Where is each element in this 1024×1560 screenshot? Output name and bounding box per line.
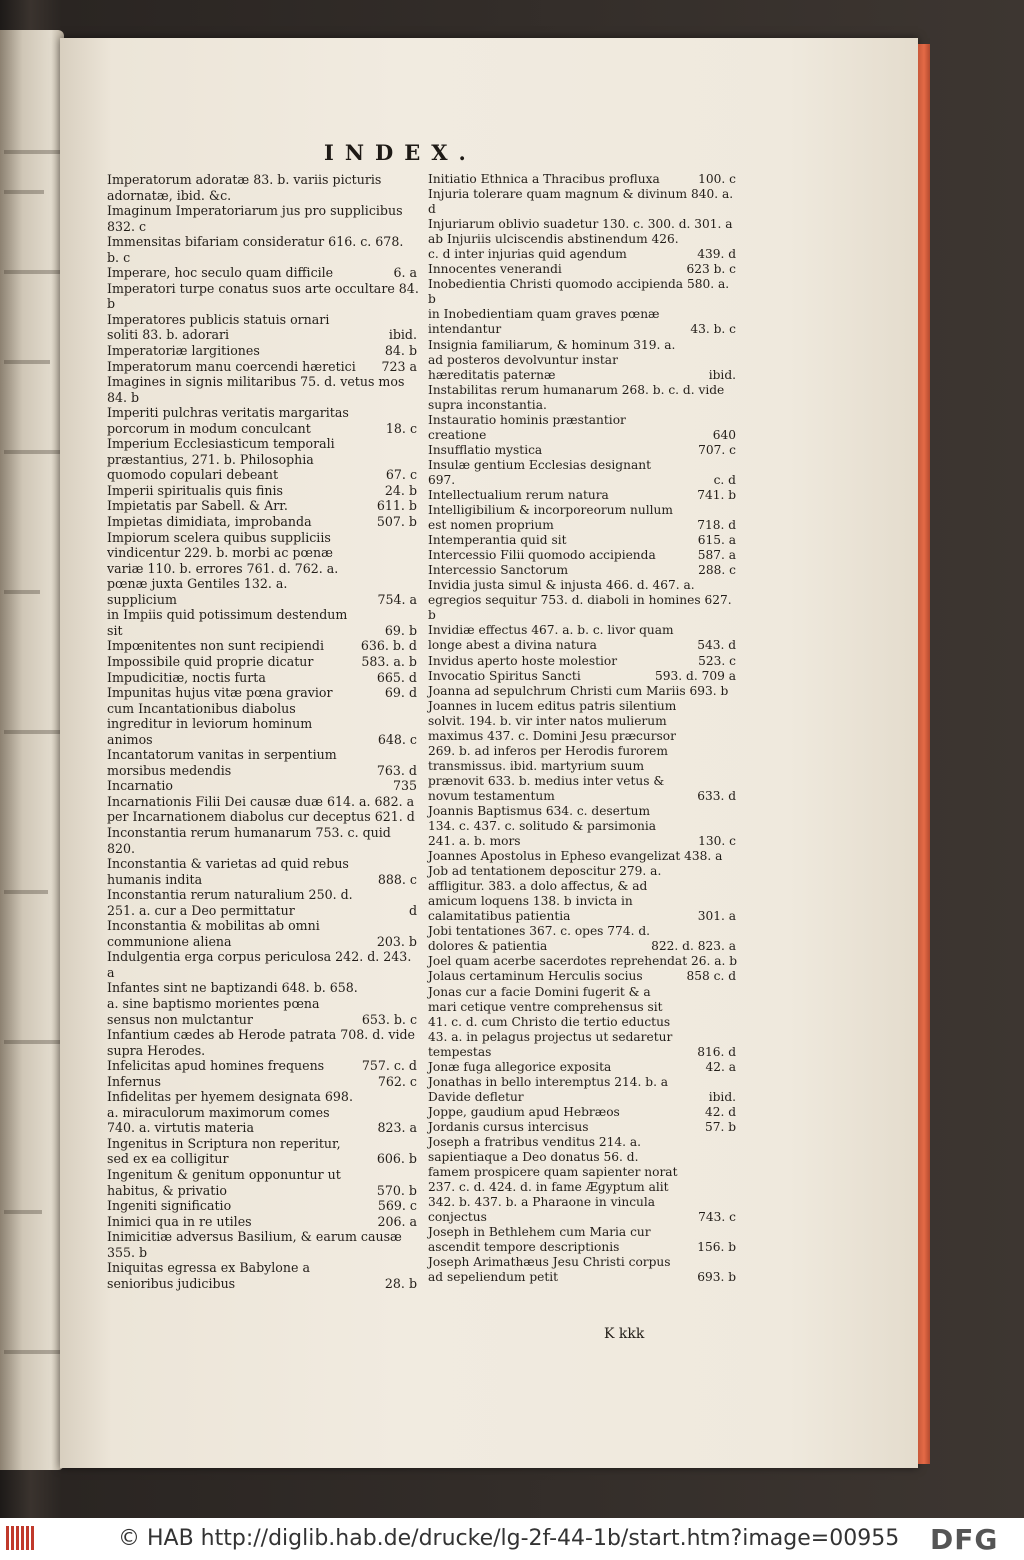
index-entry xyxy=(107,670,419,686)
index-entry-ref: 69. d xyxy=(384,685,417,701)
index-entry-text: Joseph Arimathæus Jesu Christi corpus ad sepeliendum petit xyxy=(428,1255,671,1285)
index-entry-text: Injuriarum oblivio suadetur 130. c. 300. d. 301. a xyxy=(428,217,733,232)
index-entry xyxy=(428,488,738,503)
index-entry-text: Insignia familiarum, & hominum 319. a. ad posteros devolvuntur instar hæreditatis paternæ xyxy=(428,337,676,382)
index-entry xyxy=(107,887,419,918)
index-entry-text: Infantium cædes ab Herode patrata 708. d. vide supra Herodes. xyxy=(107,1027,416,1058)
index-entry-ref: 888. c xyxy=(377,871,417,887)
index-entry xyxy=(107,234,419,265)
index-entry-text: Inconstantia & mobilitas ab omni communione aliena xyxy=(107,918,320,949)
index-entry-text: Inimicitiæ adversus Basilium, & earum causæ 355. b xyxy=(107,1229,402,1260)
index-entry-text: Infernus xyxy=(107,1073,161,1089)
index-entry-text: Intelligibilium & incorporeorum nullum est nomen proprium xyxy=(428,503,673,533)
index-entry-text: Imperii spiritualis quis finis xyxy=(107,482,283,498)
index-entry xyxy=(428,669,738,684)
index-entry-text: Jonathas in bello interemptus 214. b. a Davide defletur xyxy=(428,1074,669,1104)
index-entry-ref: 570. b xyxy=(376,1182,417,1198)
index-entry-text: Impossibile quid proprie dicatur xyxy=(107,653,314,669)
index-entry-text: Ingenitus in Scriptura non reperitur, sed ex ea colligitur xyxy=(107,1135,341,1167)
index-entry xyxy=(107,530,419,608)
index-entry-text: Intercessio Sanctorum xyxy=(428,563,569,578)
index-entry-ref: 57. b xyxy=(704,1119,736,1134)
index-entry-ref: 757. c. d xyxy=(361,1058,417,1074)
index-entry-text: Intemperantia quid sit xyxy=(428,533,567,548)
index-entry xyxy=(428,924,738,954)
index-entry-text: Impœnitentes non sunt recipiendi xyxy=(107,638,325,654)
index-entry xyxy=(107,1058,419,1074)
index-entry xyxy=(428,217,738,232)
index-entry xyxy=(107,172,419,203)
index-entry xyxy=(107,483,419,499)
index-entry-ref: 718. d xyxy=(697,518,736,533)
index-entry-ref: 743. c xyxy=(698,1210,736,1225)
index-entry xyxy=(428,172,738,187)
index-entry xyxy=(107,747,419,778)
index-entry-text: Invidia justa simul & injusta 466. d. 467. a. egregios sequitur 753. d. diaboli in homines 627. b xyxy=(428,578,732,623)
index-entry xyxy=(107,856,419,887)
index-entry xyxy=(107,918,419,949)
index-entry xyxy=(107,1089,419,1136)
index-entry xyxy=(107,1198,419,1214)
index-entry-ref: 763. d xyxy=(376,762,417,778)
index-entry-ref: 623 b. c xyxy=(686,262,736,277)
index-entry-text: cum Incantationibus diabolus ingreditur in leviorum hominum animos xyxy=(107,700,313,747)
index-entry-ref: 206. a xyxy=(377,1213,417,1229)
index-entry-text: Jolaus certaminum Herculis socius xyxy=(428,969,643,984)
index-entry xyxy=(428,548,738,563)
index-entry xyxy=(107,405,419,436)
index-entry-ref: 156. b xyxy=(697,1240,736,1255)
index-entry-ref: 593. d. 709 a xyxy=(655,668,736,683)
index-entry xyxy=(107,809,419,825)
index-entry-text: Intercessio Filii quomodo accipienda xyxy=(428,548,656,563)
index-entry-text: Jonæ fuga allegorice exposita xyxy=(428,1059,612,1074)
index-entry-text: Infantes sint ne baptizandi 648. b. 658. a. sine baptismo morientes pœna sensus non mulctantur xyxy=(107,980,358,1027)
index-entry xyxy=(107,1027,419,1058)
index-entry-ref: 67. c xyxy=(385,467,417,483)
index-entry xyxy=(107,1167,419,1198)
index-entry xyxy=(428,954,738,969)
index-entry xyxy=(428,578,738,623)
index-entry-ref: 301. a xyxy=(697,909,736,924)
index-entry-ref: 707. c xyxy=(698,442,736,457)
page-red-edge xyxy=(918,44,930,1464)
index-entry-ref: ibid. xyxy=(708,1089,736,1104)
index-entry-ref: 24. b xyxy=(384,482,417,498)
index-entry-text: Impietatis par Sabell. & Arr. xyxy=(107,498,288,514)
index-entry xyxy=(107,374,419,405)
index-entry-ref: 611. b xyxy=(376,498,417,514)
index-entry-text: Inconstantia rerum humanarum 753. c. quid 820. xyxy=(107,824,391,856)
dfg-logo: DFG xyxy=(930,1523,999,1556)
index-entry-ref: 43. b. c xyxy=(690,322,736,337)
index-entry-text: Impietas dimidiata, improbanda xyxy=(107,514,312,530)
index-entry xyxy=(428,413,738,443)
index-entry-ref: 18. c xyxy=(385,420,417,436)
index-entry xyxy=(107,654,419,670)
index-entry-ref: 84. b xyxy=(384,343,417,359)
index-entry xyxy=(428,232,738,262)
index-entry xyxy=(428,307,738,337)
index-entry-ref: 439. d xyxy=(697,247,736,262)
index-entry-text: Instauratio hominis præstantior creatione xyxy=(428,412,626,442)
index-entry-text: Incarnationis Filii Dei causæ duæ 614. a. 682. a xyxy=(107,793,415,809)
index-entry-text: Instabilitas rerum humanarum 268. b. c. d. vide supra inconstantia. xyxy=(428,382,725,412)
index-entry xyxy=(107,794,419,810)
index-entry xyxy=(428,503,738,533)
index-entry xyxy=(428,1120,738,1135)
index-entry-text: Infidelitas per hyemem designata 698. a. miraculorum maximorum comes 740. a. virtutis materia xyxy=(107,1089,353,1136)
index-entry-text: Jobi tentationes 367. c. opes 774. d. dolores & patientia xyxy=(428,924,650,954)
index-entry-text: Jonas cur a facie Domini fugerit & a mari cetique ventre comprehensus sit 41. c. d. cum Christo die tertio eductus 43. a. in pelagus projectus ut sedaretur tempestas xyxy=(428,984,673,1059)
index-entry-text: Ingeniti significatio xyxy=(107,1198,232,1214)
index-entry xyxy=(107,778,419,794)
index-entry-text: Joannes in lucem editus patris silentium solvit. 194. b. vir inter natos mulierum maximus 437. c. Domini Jesu præcursor 269. b. ad inferos per Herodis furorem transmissus. ibid. martyrium suum prænovit 633. b. medius inter vetus & novum testamentum xyxy=(428,698,677,803)
index-entry-ref: 735 xyxy=(392,778,417,794)
index-entry-text: Intellectualium rerum natura xyxy=(428,487,609,502)
index-entry xyxy=(107,436,419,483)
index-entry-ref: 569. c xyxy=(377,1198,417,1214)
index-entry xyxy=(107,359,419,375)
index-entry-text: Joppe, gaudium apud Hebræos xyxy=(428,1104,620,1119)
index-entry xyxy=(428,623,738,653)
index-entry xyxy=(107,498,419,514)
index-entry-ref: c. d xyxy=(713,472,736,487)
index-entry-text: Impunitas hujus vitæ pœna gravior xyxy=(107,685,333,701)
index-entry xyxy=(107,825,419,856)
index-entry-ref: 823. a xyxy=(377,1120,417,1136)
index-entry xyxy=(107,281,419,312)
index-column-left xyxy=(107,172,419,1291)
index-entry-text: Ingenitum & genitum opponuntur ut habitus, & privatio xyxy=(107,1167,341,1198)
index-entry-text: Joannes Apostolus in Epheso evangelizat 438. a xyxy=(428,849,723,864)
index-entry xyxy=(107,312,419,343)
index-entry-ref: 754. a xyxy=(377,591,417,607)
index-entry xyxy=(428,684,738,699)
index-entry-text: Inconstantia rerum naturalium 250. d. 251. a. cur a Deo permittatur xyxy=(107,887,353,918)
index-entry-text: Iniquitas egressa ex Babylone a senioribus judicibus xyxy=(107,1260,310,1291)
index-entry xyxy=(428,187,738,217)
index-entry-ref: ibid. xyxy=(708,367,736,382)
index-entry-text: Imperiti pulchras veritatis margaritas porcorum in modum conculcant xyxy=(107,405,349,436)
index-entry-text: Imperatoriæ largitiones xyxy=(107,343,260,359)
index-entry-text: Inobedientia Christi quomodo accipienda 580. a. b xyxy=(428,277,730,307)
index-entry-ref: 203. b xyxy=(376,933,417,949)
index-entry xyxy=(428,1255,738,1285)
index-entry-ref: 858 c. d xyxy=(686,969,736,984)
index-entry-text: Imaginum Imperatoriarum jus pro supplicibus 832. c xyxy=(107,203,403,234)
index-entry xyxy=(107,343,419,359)
index-entry-text: Insufflatio mystica xyxy=(428,442,543,457)
footer-bar xyxy=(0,1518,1024,1560)
index-entry-text: Infelicitas apud homines frequens xyxy=(107,1058,325,1074)
index-entry xyxy=(107,1214,419,1230)
index-entry xyxy=(107,1229,419,1260)
index-entry-text: Immensitas bifariam consideratur 616. c. 678. b. c xyxy=(107,234,404,265)
index-entry-text: Invocatio Spiritus Sancti xyxy=(428,668,581,683)
index-entry-ref: 653. b. c xyxy=(361,1011,417,1027)
index-entry-text: Incantatorum vanitas in serpentium morsibus medendis xyxy=(107,747,337,778)
index-entry xyxy=(428,443,738,458)
index-entry xyxy=(428,383,738,413)
index-entry-ref: 6. a xyxy=(393,265,417,281)
index-entry-text: Imagines in signis militaribus 75. d. vetus mos 84. b xyxy=(107,374,405,405)
index-entry-ref: 606. b xyxy=(376,1151,417,1167)
index-entry-text: Inconstantia & varietas ad quid rebus humanis indita xyxy=(107,856,349,887)
index-entry xyxy=(428,969,738,984)
index-entry xyxy=(428,277,738,307)
index-entry xyxy=(428,563,738,578)
index-entry-ref: 28. b xyxy=(384,1275,417,1291)
index-entry-ref: 723 a xyxy=(381,358,417,374)
index-entry-text: Insulæ gentium Ecclesias designant 697. xyxy=(428,457,651,487)
index-entry-text: Impiorum scelera quibus suppliciis vindicentur 229. b. morbi ac pœnæ variæ 110. b. errores 761. d. 762. a. pœnæ juxta Gentiles 132. a. supplicium xyxy=(107,529,339,607)
adjacent-page-edge xyxy=(0,30,64,1470)
index-entry-ref: 288. c xyxy=(698,563,736,578)
index-entry-ref: 42. d xyxy=(704,1104,736,1119)
index-entry-text: Innocentes venerandi xyxy=(428,262,562,277)
index-entry-ref: 523. c xyxy=(698,653,736,668)
index-entry-ref: 640 xyxy=(712,427,736,442)
index-entry-text: Imperatores publicis statuis ornari soliti 83. b. adorari xyxy=(107,311,330,343)
index-entry-ref: 130. c xyxy=(698,834,736,849)
index-entry xyxy=(428,699,738,804)
index-entry xyxy=(428,864,738,924)
index-entry-ref: d xyxy=(408,902,417,918)
index-entry-text: Inimici qua in re utiles xyxy=(107,1213,252,1229)
index-entry xyxy=(107,1074,419,1090)
index-entry-ref: 583. a. b xyxy=(361,653,417,669)
index-entry-text: Joanna ad sepulchrum Christi cum Mariis 693. b xyxy=(428,683,729,698)
index-entry xyxy=(428,1225,738,1255)
index-entry xyxy=(107,949,419,980)
index-entry xyxy=(428,262,738,277)
index-entry-ref: 100. c xyxy=(698,172,736,186)
index-entry-text: Imperare, hoc seculo quam difficile xyxy=(107,265,334,281)
index-entry-text: Imperatorum adoratæ 83. b. variis picturis adornatæ, ibid. &c. xyxy=(107,172,382,203)
index-entry-text: Imperatori turpe conatus suos arte occultare 84. b xyxy=(107,280,419,312)
index-entry xyxy=(107,514,419,530)
index-entry-ref: 636. b. d xyxy=(360,638,417,654)
index-entry-text: in Impiis quid potissimum destendum sit xyxy=(107,607,348,638)
index-entry xyxy=(428,1075,738,1105)
index-column-right xyxy=(428,172,738,1285)
index-entry-text: in Inobedientiam quam graves pœnæ intendantur xyxy=(428,307,660,337)
index-entry-text: Joseph in Bethlehem cum Maria cur ascendit tempore descriptionis xyxy=(428,1225,651,1255)
index-entry-ref: 543. d xyxy=(697,638,736,653)
index-entry-ref: 816. d xyxy=(697,1044,736,1059)
index-entry xyxy=(428,1105,738,1120)
index-entry-text: Joannis Baptismus 634. c. desertum 134. c. 437. c. solitudo & parsimonia 241. a. b. mors xyxy=(428,803,656,849)
index-entry-text: Incarnatio xyxy=(107,778,173,794)
index-entry xyxy=(107,701,419,748)
index-entry-text: Injuria tolerare quam magnum & divinum 840. a. d xyxy=(428,187,734,217)
page-header: INDEX. xyxy=(324,140,477,165)
index-entry-ref: 665. d xyxy=(376,669,417,685)
index-entry-ref: 648. c xyxy=(377,731,417,747)
index-entry-text: Joseph a fratribus venditus 214. a. sapientiaque a Deo donatus 56. d. famem prospicere quam sapienter norat 237. c. d. 424. d. in fame Ægyptum alit 342. b. 437. b. a Pharaone in vincula conjectus xyxy=(428,1135,678,1225)
signature-mark: K kkk xyxy=(604,1326,645,1342)
index-entry xyxy=(428,533,738,548)
index-entry-text: per Incarnationem diabolus cur deceptus 621. d xyxy=(107,809,415,825)
index-entry-ref: 587. a xyxy=(697,548,736,563)
index-entry-ref: ibid. xyxy=(388,327,417,343)
index-entry xyxy=(428,849,738,864)
index-entry xyxy=(107,1260,419,1291)
index-entry-text: Joel quam acerbe sacerdotes reprehendat 26. a. b xyxy=(428,954,738,969)
index-entry-text: Invidus aperto hoste molestior xyxy=(428,653,618,668)
index-entry-text: ab Injuriis ulciscendis abstinendum 426. c. d inter injurias quid agendum xyxy=(428,232,679,262)
index-entry-text: Indulgentia erga corpus periculosa 242. d. 243. a xyxy=(107,949,412,980)
index-entry-text: Invidiæ effectus 467. a. b. c. livor quam longe abest a divina natura xyxy=(428,623,674,653)
index-entry xyxy=(107,980,419,1027)
index-entry-ref: 42. a xyxy=(705,1059,736,1074)
index-entry xyxy=(428,1135,738,1225)
index-entry xyxy=(428,1060,738,1075)
index-entry-ref: 693. b xyxy=(697,1270,736,1285)
index-entry xyxy=(428,458,738,488)
index-entry-ref: 822. d. 823. a xyxy=(651,939,736,954)
index-entry-ref: 615. a xyxy=(697,533,736,548)
index-entry xyxy=(107,685,419,701)
index-entry-text: Initiatio Ethnica a Thracibus profluxa xyxy=(428,172,660,186)
index-entry xyxy=(428,985,738,1060)
index-entry-ref: 762. c xyxy=(377,1073,417,1089)
library-barcode-icon xyxy=(6,1526,40,1552)
index-entry-text: Impudicitiæ, noctis furta xyxy=(107,669,266,685)
index-entry xyxy=(107,265,419,281)
index-entry-ref: 507. b xyxy=(376,514,417,530)
index-entry xyxy=(107,1136,419,1167)
index-entry-text: Imperium Ecclesiasticum temporali præstantius, 271. b. Philosophia quomodo copulari debeant xyxy=(107,436,335,483)
footer-copyright-link[interactable]: © HAB http://diglib.hab.de/drucke/lg-2f-44-1b/start.htm?image=00955 xyxy=(118,1526,900,1551)
index-entry-ref: 69. b xyxy=(384,622,417,638)
index-entry xyxy=(107,638,419,654)
index-entry xyxy=(428,654,738,669)
index-entry xyxy=(428,804,738,849)
index-entry xyxy=(428,338,738,383)
index-entry-ref: 633. d xyxy=(697,788,736,803)
index-entry-ref: 741. b xyxy=(697,487,736,502)
index-entry xyxy=(107,607,419,638)
index-entry-text: Imperatorum manu coercendi hæretici xyxy=(107,358,356,374)
index-entry-text: Jordanis cursus intercisus xyxy=(428,1119,589,1134)
index-entry xyxy=(107,203,419,234)
index-entry-text: Job ad tentationem deposcitur 279. a. affligitur. 383. a dolo affectus, & ad amicum loquens 138. b invicta in calamitatibus patientia xyxy=(428,864,662,924)
